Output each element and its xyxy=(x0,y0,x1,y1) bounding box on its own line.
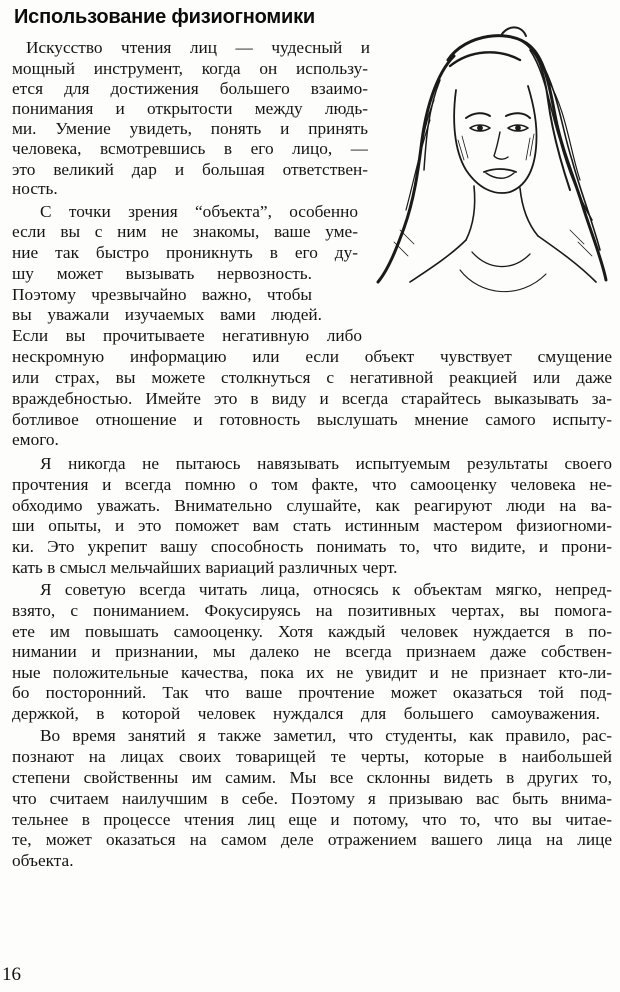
text-line: вы уважали изучаемых вами людей. xyxy=(12,305,322,324)
text-line: или страх, вы можете столкнуться с негативной реакцией или даже xyxy=(12,368,612,387)
text-line: враждебностью. Имейте это в виду и всегда старайтесь выказывать за- xyxy=(12,389,612,408)
text-line: прочтения и всегда помню о том факте, что самооценку человека не- xyxy=(12,475,612,494)
text-line: что считаем наилучшим в себе. Поэтому я призываю вас быть внима- xyxy=(12,789,612,808)
text-line: нимании и признании, мы далеко не всегда признаем даже собствен- xyxy=(12,642,612,661)
text-line: познают на лицах своих товарищей те черты, которые в наибольшей xyxy=(12,747,612,766)
text-line: Я советую всегда читать лица, относясь к объектам мягко, непред- xyxy=(40,580,612,599)
text-line: ете им повышать самооценку. Хотя каждый человек нуждается в по- xyxy=(12,622,612,641)
page-number: 16 xyxy=(2,964,21,985)
text-line: если вы с ним не знакомы, ваше уме- xyxy=(12,222,358,241)
text-line: обходимо уважать. Внимательно слушайте, как реагируют люди на ва- xyxy=(12,496,612,515)
text-line: Во время занятий я также заметил, что студенты, как правило, рас- xyxy=(40,726,612,745)
text-line: взято, с пониманием. Фокусируясь на позитивных чертах, вы помога- xyxy=(12,601,612,620)
text-line: тельнее в процессе чтения лиц еще и потому, что то, что вы читае- xyxy=(12,810,612,829)
text-line: держкой, в которой человек нуждался для большего самоуважения. xyxy=(12,704,600,723)
text-line: С точки зрения “объекта”, особенно xyxy=(40,202,358,221)
text-line: Если вы прочитываете негативную либо xyxy=(12,326,362,345)
text-line: ки. Это укрепит вашу способность понимать то, что видите, и прони- xyxy=(12,537,612,556)
text-line: те, может оказаться на самом деле отражением вашего лица на лице xyxy=(12,830,612,849)
text-line: человека, всмотревшись в его лицо, — xyxy=(12,139,368,158)
text-line: мощный инструмент, когда он использу- xyxy=(12,59,368,78)
text-line: понимания и открытости между людь- xyxy=(12,99,368,118)
text-line: степени свойственны им самим. Мы все склонны видеть в других то, xyxy=(12,768,612,787)
text-line: ные положительные качества, пока их не увидит и не признает кто-ли- xyxy=(12,663,612,682)
text-line: кать в смысл мельчайших вариаций различных черт. xyxy=(12,558,398,577)
text-line: шу может вызывать нервозность. xyxy=(12,264,312,283)
text-line: ность. xyxy=(12,179,58,198)
text-line: объекта. xyxy=(12,851,74,870)
text-line: ется для достижения большего взаимо- xyxy=(12,79,368,98)
page-title: Использование физиогномики xyxy=(14,6,315,28)
text-line: бо посторонний. Так что ваше прочтение может оказаться той под- xyxy=(12,683,612,702)
text-line: нескромную информацию или если объект чувствует смущение xyxy=(12,347,612,366)
text-line: ши опыты, и это поможет вам стать истинным мастером физиогноми- xyxy=(12,516,612,535)
woman-portrait-sketch xyxy=(370,20,610,318)
text-line: ботливое отношение и готовность выслушать мнение самого испыту- xyxy=(12,410,612,429)
text-line: Поэтому чрезвычайно важно, чтобы xyxy=(12,285,312,304)
text-line: это великий дар и большая ответствен- xyxy=(12,160,368,179)
text-line: Искусство чтения лиц — чудесный и xyxy=(26,38,370,57)
text-line: ние так быстро проникнуть в его ду- xyxy=(12,243,358,262)
text-line: Я никогда не пытаюсь навязывать испытуемым результаты своего xyxy=(40,454,612,473)
text-line: ми. Умение увидеть, понять и принять xyxy=(12,119,368,138)
text-line: емого. xyxy=(12,430,59,449)
